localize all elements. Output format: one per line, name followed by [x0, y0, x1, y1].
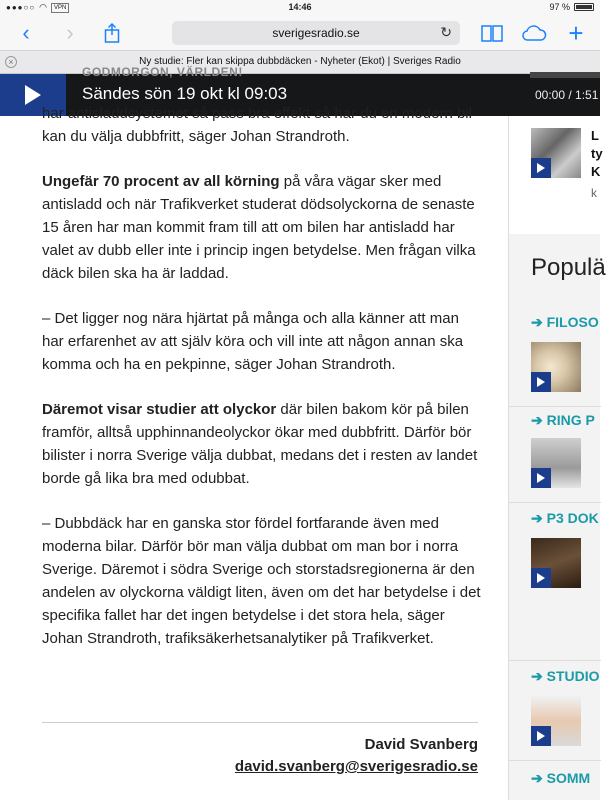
sidebar-item-meta: k	[591, 186, 597, 200]
sidebar-category-link[interactable]: ➔ RING P	[531, 412, 595, 428]
battery-icon	[574, 3, 594, 11]
forward-button[interactable]: ›	[66, 20, 74, 45]
icloud-tabs-button[interactable]	[520, 20, 548, 46]
sidebar-top-item[interactable]	[509, 116, 601, 234]
popular-heading: Populä	[531, 254, 606, 281]
paragraph-text: på våra vägar sker med antisladd och när Trafikverket studerat dödsolyckorna de senaste 15 åren har man kommit fram till att om bilen har antisladd har valet av dubb eller inte i princip ingen betydelse. Men frågan vilka däck bilen ska ha är laddad.	[42, 173, 476, 282]
battery-percent: 97 %	[549, 2, 570, 12]
sidebar-thumbnail[interactable]	[531, 342, 581, 392]
close-tab-icon[interactable]: ×	[5, 56, 17, 68]
sidebar-divider	[509, 406, 601, 407]
play-icon[interactable]	[531, 372, 551, 392]
play-icon[interactable]	[531, 568, 551, 588]
sidebar-divider	[509, 502, 601, 503]
sidebar-thumbnail[interactable]	[531, 538, 581, 588]
sidebar-category-link[interactable]: ➔ STUDIO	[531, 668, 600, 684]
player-broadcast-date: Sändes sön 19 okt kl 09:03	[82, 84, 288, 103]
article-quote: – Det ligger nog nära hjärtat på många och alla känner att man har erfarenhet av att själv köra och vill inte att någon annan ska komma och ha en pekpinne, säger Johan Strandroth.	[42, 310, 464, 373]
status-bar	[0, 0, 600, 16]
sidebar-thumbnail[interactable]	[531, 696, 581, 746]
address-bar[interactable]	[172, 21, 460, 45]
wifi-icon: ◠	[39, 2, 48, 12]
play-icon	[25, 85, 41, 105]
clock: 14:46	[288, 2, 312, 12]
article-paragraph	[42, 170, 482, 285]
browser-toolbar	[0, 16, 600, 50]
cloud-icon	[521, 24, 547, 42]
sidebar-thumbnail[interactable]	[531, 128, 581, 178]
sidebar-item-title[interactable]: ty	[591, 146, 603, 161]
paragraph-lead: Ungefär 70 procent av all körning	[42, 173, 280, 190]
sidebar-category-link[interactable]: ➔ P3 DOK	[531, 510, 599, 526]
sidebar-category-link[interactable]: ➔ SOMM	[531, 770, 591, 786]
reload-icon[interactable]: ↻	[440, 24, 452, 40]
player-time: 00:00 / 1:51	[535, 88, 599, 102]
sidebar-item-title[interactable]: L	[591, 128, 599, 143]
share-button[interactable]	[98, 20, 126, 46]
sidebar-category-link[interactable]: ➔ FILOSO	[531, 314, 599, 330]
play-icon[interactable]	[531, 158, 551, 178]
article-paragraph	[42, 398, 482, 490]
share-icon	[104, 23, 120, 43]
player-program-title: GODMORGON, VÄRLDEN!	[82, 65, 243, 79]
bookmarks-button[interactable]	[478, 20, 506, 46]
back-button[interactable]: ‹	[22, 20, 30, 45]
sidebar-item-title[interactable]: K	[591, 164, 601, 179]
paragraph-text: där bilen bakom kör på bilen framför, alltså upphinnandeolyckor ökar med dubbfritt. Därför bör bilister i norra Sverige välja dubbat, medans det i resten av landet borde gå lika bra med odubbat.	[42, 401, 478, 487]
paragraph-lead: Däremot visar studier att olyckor	[42, 401, 277, 418]
play-icon[interactable]	[531, 468, 551, 488]
author-email-link[interactable]: david.svanberg@sverigesradio.se	[234, 758, 478, 775]
vpn-badge: VPN	[51, 3, 69, 13]
player-progress-bar[interactable]	[530, 72, 600, 78]
signal-icon: ●●●○○	[6, 3, 36, 12]
right-sidebar	[508, 116, 606, 800]
article-quote: – Dubbdäck har en ganska stor fördel fortfarande även med moderna bilar. Därför bör man välja dubbat om man bor i norra Sverige. Däremot i södra Sverige och storstadsregionerna är den andelen av olyckorna väldigt liten, även om det har betydelse i det specifika fallet har det ingen betydelse i det stora hela, säger Johan Strandroth, trafiksäkerhetsanalytiker på Trafikverket.	[42, 515, 481, 647]
article-divider	[42, 722, 478, 723]
sidebar-divider	[509, 760, 601, 761]
play-icon[interactable]	[531, 726, 551, 746]
tab-title[interactable]: Ny studie: Fler kan skippa dubbdäcken - Nyheter (Ekot) | Sveriges Radio	[139, 56, 461, 67]
page-viewport	[0, 105, 606, 800]
author-name: David Svanberg	[364, 736, 478, 753]
article-body	[42, 105, 482, 672]
sidebar-divider	[509, 660, 601, 661]
sidebar-thumbnail[interactable]	[531, 438, 581, 488]
book-icon	[481, 24, 503, 42]
new-tab-button[interactable]: +	[568, 18, 584, 48]
url-text: sverigesradio.se	[272, 26, 360, 40]
article-paragraph: har antisladdsystemet så pass bra effekt så har du en modern bil kan du välja dubbfritt, säger Johan Strandroth.	[42, 105, 472, 145]
